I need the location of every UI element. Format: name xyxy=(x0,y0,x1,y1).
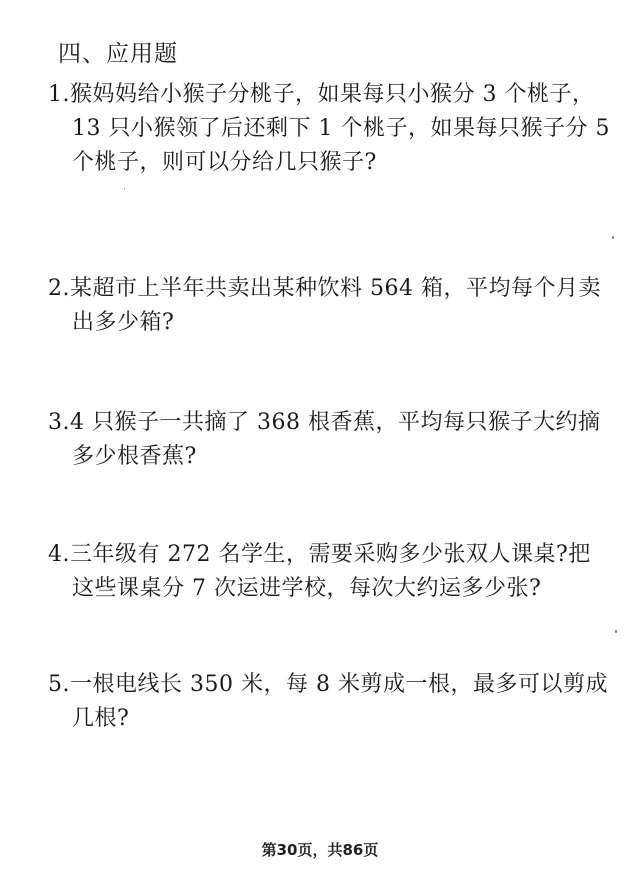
question-text: 一根电线长 350 米，每 8 米剪成一根，最多可以剪成 xyxy=(70,672,608,697)
question-line: 13 只小猴领了后还剩下 1 个桃子，如果每只猴子分 5 xyxy=(72,116,610,141)
scan-speck xyxy=(615,630,617,633)
scan-speck xyxy=(612,236,614,239)
question-number: 1. xyxy=(48,82,70,107)
question-line xyxy=(48,538,591,572)
question-number: 5. xyxy=(48,672,70,697)
question-line: 个桃子，则可以分给几只猴子? xyxy=(72,150,377,175)
scan-speck xyxy=(124,188,125,190)
question-number: 2. xyxy=(48,276,70,301)
question-line xyxy=(48,406,601,440)
section-title: 四、应用题 xyxy=(58,41,178,67)
question-number: 3. xyxy=(48,410,70,435)
question-line: 多少根香蕉? xyxy=(72,444,197,469)
question-line: 这些课桌分 7 次运进学校，每次大约运多少张? xyxy=(72,576,542,601)
question-number: 4. xyxy=(48,542,70,567)
question-line xyxy=(48,668,608,702)
question-line xyxy=(48,272,601,306)
question-text: 某超市上半年共卖出某种饮料 564 箱，平均每个月卖 xyxy=(70,276,601,301)
question-text: 猴妈妈给小猴子分桃子，如果每只小猴分 3 个桃子， xyxy=(70,82,595,107)
question-text: 4 只猴子一共摘了 368 根香蕉，平均每只猴子大约摘 xyxy=(70,410,601,435)
question-4 xyxy=(48,538,591,606)
question-line: 出多少箱? xyxy=(72,310,175,335)
question-5 xyxy=(48,668,608,736)
question-line xyxy=(48,78,595,112)
question-text: 三年级有 272 名学生，需要采购多少张双人课桌?把 xyxy=(70,542,591,567)
question-2 xyxy=(48,272,601,340)
question-3 xyxy=(48,406,601,474)
question-1 xyxy=(48,78,610,180)
question-line: 几根? xyxy=(72,706,130,731)
page-footer: 第30页，共86页 xyxy=(261,841,379,859)
